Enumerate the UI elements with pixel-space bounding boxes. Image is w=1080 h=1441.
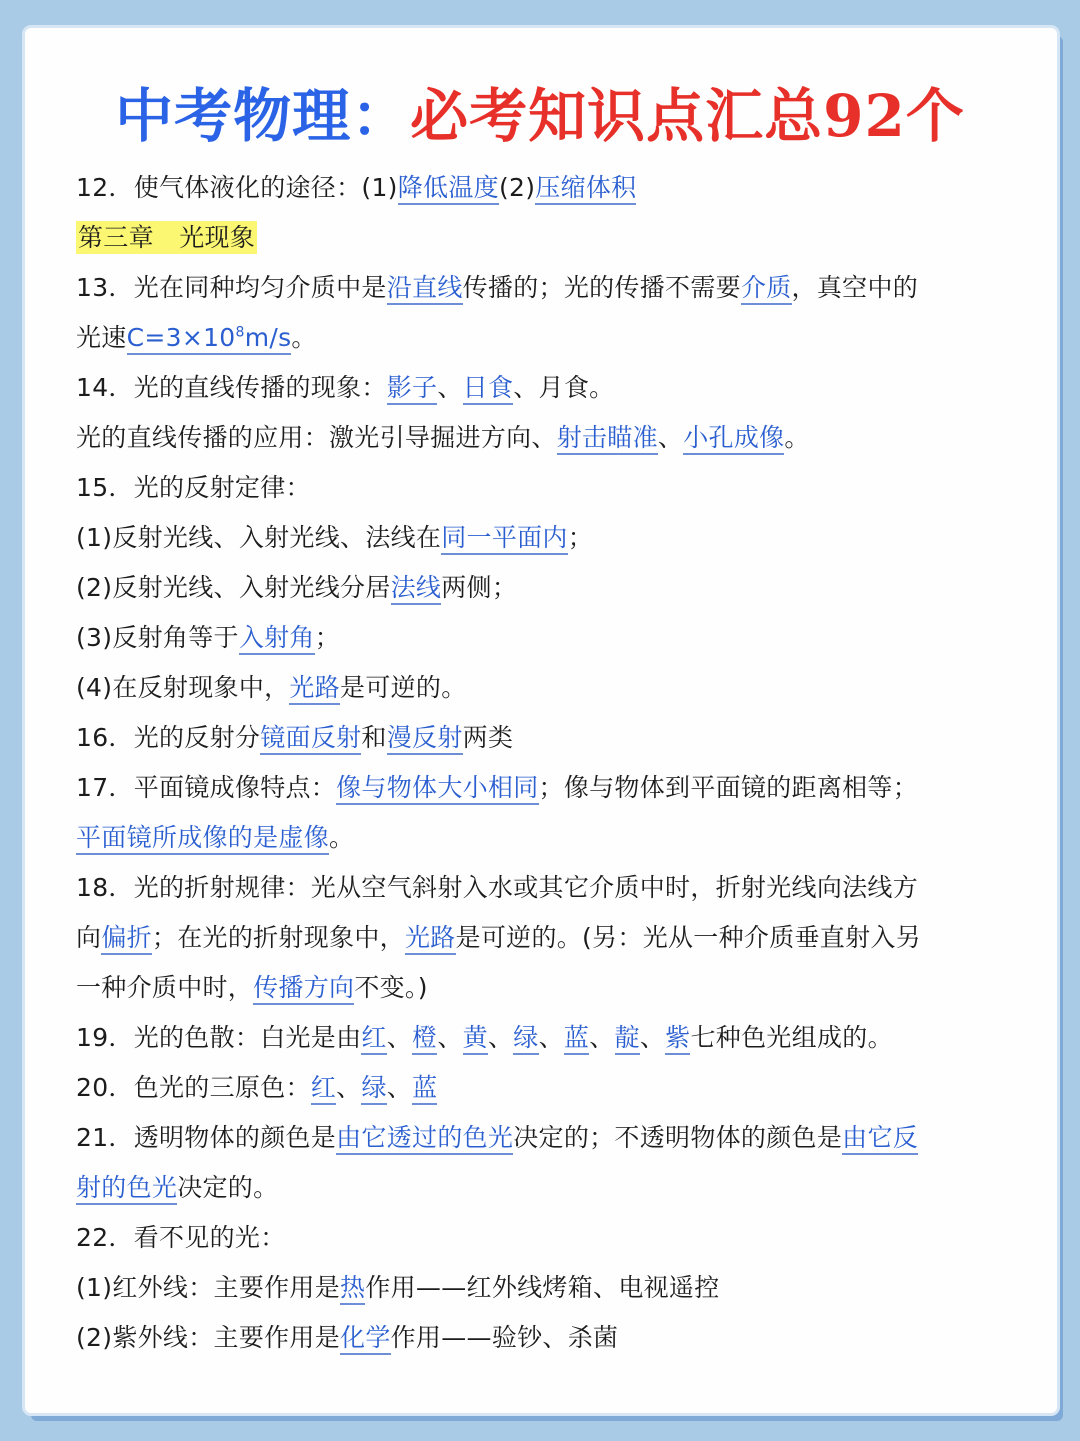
- text: 是可逆的。: [340, 673, 467, 702]
- text: 一种介质中时，: [76, 973, 254, 1002]
- answer: 小孔成像: [683, 423, 784, 455]
- answer: 蓝: [564, 1023, 589, 1055]
- text: 光的直线传播的应用：激光引导掘进方向、: [76, 423, 557, 452]
- text: 不变。): [354, 973, 428, 1002]
- title-part-2: 必考知识点汇总92个: [410, 82, 965, 150]
- text: 向: [76, 923, 102, 952]
- text: 14．光的直线传播的现象：: [76, 373, 387, 402]
- text: 18．光的折射规律：光从空气斜射入水或其它介质中时，折射光线向法线方: [76, 873, 919, 902]
- answer: 像与物体大小相同: [336, 773, 538, 805]
- answer: 红: [361, 1023, 386, 1055]
- item-18-line-2: [76, 913, 1016, 963]
- answer: 蓝: [412, 1073, 437, 1105]
- separator: 、: [437, 1023, 463, 1052]
- separator: 、: [336, 1073, 362, 1102]
- item-12: [76, 163, 1016, 213]
- answer: 沿直线: [387, 273, 463, 305]
- answer: 光路: [405, 923, 456, 955]
- text: 两类: [462, 723, 514, 752]
- text: ；像与物体到平面镜的距离相等；: [538, 773, 919, 802]
- separator: 、: [386, 1073, 413, 1102]
- answer: 橙: [412, 1023, 437, 1055]
- text: 两侧；: [441, 573, 518, 602]
- text: 21．透明物体的颜色是: [76, 1123, 337, 1152]
- answer: 热: [340, 1273, 365, 1305]
- item-15-3: [76, 613, 1016, 663]
- text: 是可逆的。(另：光从一种介质垂直射入另: [455, 923, 922, 952]
- answer: 紫: [665, 1023, 690, 1055]
- answer: 射击瞄准: [557, 423, 658, 455]
- text: 传播的；光的传播不需要: [462, 273, 741, 302]
- text: 、: [437, 373, 463, 402]
- answer: 绿: [513, 1023, 538, 1055]
- answer: 介质: [741, 273, 792, 305]
- text: ；在光的折射现象中，: [151, 923, 405, 952]
- page-title: [0, 78, 1080, 154]
- text: 决定的；不透明物体的颜色是: [513, 1123, 843, 1152]
- answer: 入射角: [239, 623, 315, 655]
- answer: 漫反射: [387, 723, 463, 755]
- item-17-line-2: [76, 813, 1016, 863]
- separator: 、: [538, 1023, 564, 1052]
- answer: 平面镜所成像的是虚像: [76, 823, 329, 855]
- text: (2)紫外线：主要作用是: [76, 1323, 341, 1352]
- item-20: [76, 1063, 1016, 1113]
- answer: 同一平面内: [441, 523, 568, 555]
- answer: 化学: [340, 1323, 391, 1355]
- text: ，真空中的: [791, 273, 919, 302]
- text: (1)反射光线、入射光线、法线在: [76, 523, 442, 552]
- answer: 由它反: [842, 1123, 918, 1155]
- answer: 光路: [289, 673, 340, 705]
- item-14-line-1: [76, 363, 1016, 413]
- item-21-line-2: [76, 1163, 1016, 1213]
- chapter-heading: [76, 213, 1016, 263]
- text: 19．光的色散：白光是由: [76, 1023, 362, 1052]
- text: 17．平面镜成像特点：: [76, 773, 337, 802]
- answer: 法线: [391, 573, 442, 605]
- answer: [127, 323, 292, 355]
- answer: 影子: [387, 373, 438, 405]
- answer: 由它透过的色光: [336, 1123, 513, 1155]
- text: 16．光的反射分: [76, 723, 261, 752]
- text: 和: [361, 723, 387, 752]
- text: (1)红外线：主要作用是: [76, 1273, 341, 1302]
- text: 、: [657, 423, 684, 452]
- text: 、月食。: [513, 373, 615, 402]
- item-13-line-2: [76, 313, 1016, 363]
- item-15: [76, 463, 1016, 513]
- text: (3)反射角等于: [76, 623, 239, 652]
- text: 。: [291, 323, 317, 352]
- text: 作用——红外线烤箱、电视遥控: [365, 1273, 720, 1302]
- text: ；: [314, 623, 341, 652]
- text: 15．光的反射定律：: [76, 473, 311, 502]
- text: 13．光在同种均匀介质中是: [76, 273, 387, 302]
- text: 20．色光的三原色：: [76, 1073, 311, 1102]
- text: 。: [329, 823, 355, 852]
- text: 作用——验钞、杀菌: [390, 1323, 619, 1352]
- answer: 压缩体积: [535, 173, 636, 205]
- item-17-line-1: [76, 763, 1016, 813]
- item-22: [76, 1213, 1016, 1263]
- item-21-line-1: [76, 1113, 1016, 1163]
- separator: 、: [589, 1023, 615, 1052]
- text: 决定的。: [177, 1173, 279, 1202]
- notes-content: [76, 163, 1016, 1363]
- text: 光速: [76, 323, 127, 352]
- item-16: [76, 713, 1016, 763]
- chapter-title: 第三章 光现象: [78, 223, 256, 252]
- answer: 绿: [361, 1073, 386, 1105]
- separator: 、: [487, 1023, 514, 1052]
- text: 。: [784, 423, 810, 452]
- answer: 黄: [463, 1023, 488, 1055]
- answer: 靛: [615, 1023, 640, 1055]
- answer: 射的色光: [76, 1173, 177, 1205]
- answer-unit: m/s: [244, 323, 292, 352]
- answer: 镜面反射: [260, 723, 361, 755]
- item-14-line-2: [76, 413, 1016, 463]
- item-19: [76, 1013, 1016, 1063]
- separator: 、: [639, 1023, 666, 1052]
- text: ；: [567, 523, 594, 552]
- item-22-2: [76, 1313, 1016, 1363]
- text: 七种色光组成的。: [690, 1023, 893, 1052]
- answer-base: C=3×10: [126, 323, 236, 352]
- item-15-2: [76, 563, 1016, 613]
- answer: 红: [311, 1073, 336, 1105]
- item-15-4: [76, 663, 1016, 713]
- item-22-1: [76, 1263, 1016, 1313]
- item-13-line-1: [76, 263, 1016, 313]
- item-18-line-1: [76, 863, 1016, 913]
- item-15-1: [76, 513, 1016, 563]
- answer: 偏折: [101, 923, 152, 955]
- text: (2)反射光线、入射光线分居: [76, 573, 391, 602]
- title-part-1: 中考物理：: [115, 82, 411, 150]
- text: (4)在反射现象中，: [76, 673, 290, 702]
- text: 12．使气体液化的途径：(1): [76, 173, 398, 202]
- answer: 传播方向: [253, 973, 354, 1005]
- separator: 、: [386, 1023, 413, 1052]
- exponent: 8: [235, 324, 245, 341]
- answer: 日食: [463, 373, 514, 405]
- text: (2): [498, 173, 536, 202]
- item-18-line-3: [76, 963, 1016, 1013]
- answer: 降低温度: [398, 173, 499, 205]
- text: 22．看不见的光：: [76, 1223, 286, 1252]
